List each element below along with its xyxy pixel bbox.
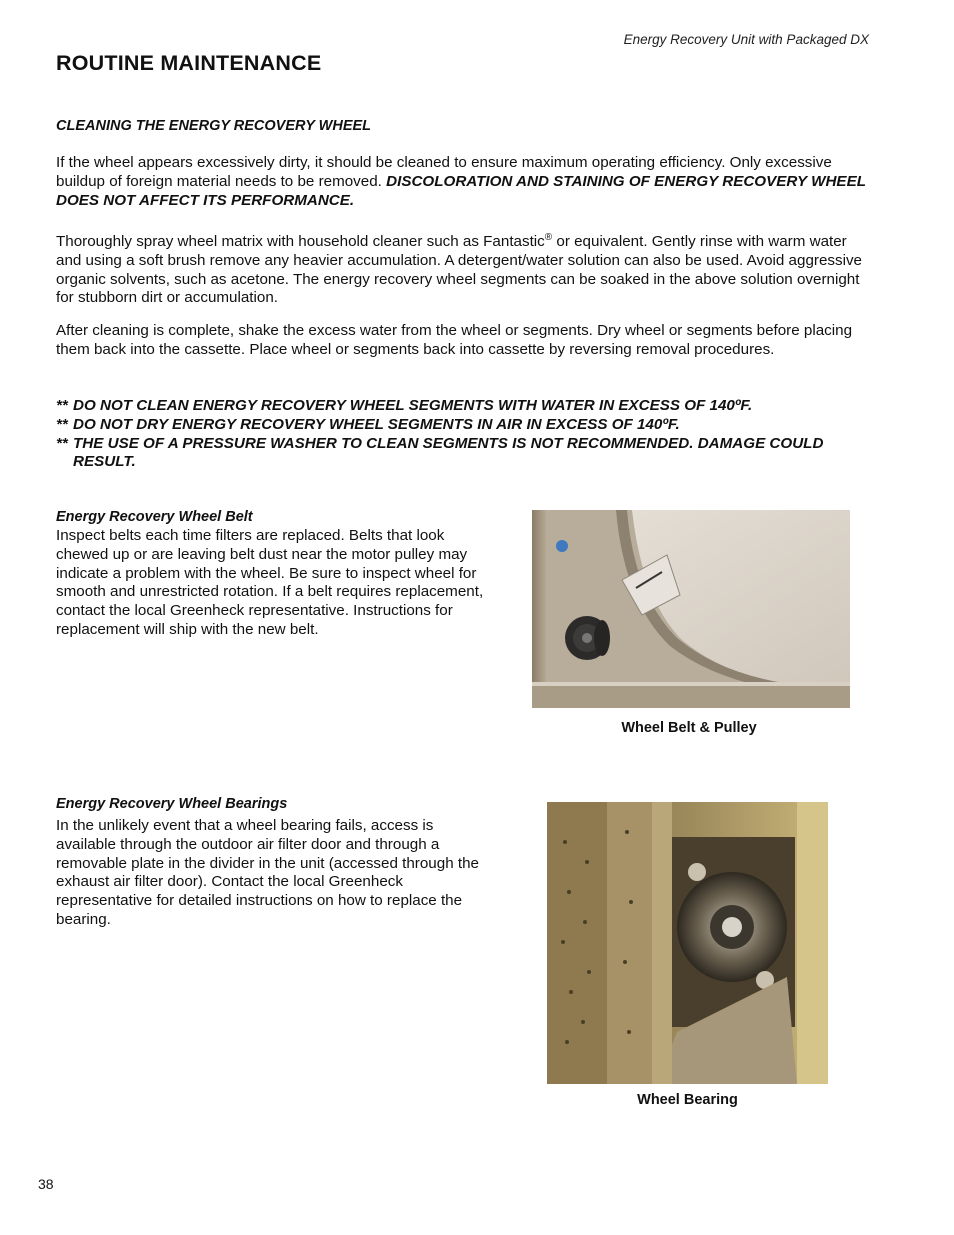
page-title: ROUTINE MAINTENANCE [56, 51, 322, 75]
cleaning-paragraph-2-start: Thoroughly spray wheel matrix with household cleaner such as Fantastic [56, 233, 545, 251]
running-header: Energy Recovery Unit with Packaged DX [623, 32, 869, 47]
warning-mark: ** [56, 434, 68, 452]
warning-list [56, 397, 886, 472]
performance-note: DISCOLORATION AND STAINING OF ENERGY RECOVERY WHEEL DOES NOT AFFECT ITS PERFORMANCE. [56, 172, 866, 209]
warning-item [56, 435, 886, 473]
bearings-heading: Energy Recovery Wheel Bearings [56, 796, 288, 812]
cleaning-paragraph-2 [56, 229, 876, 308]
bearings-paragraph: In the unlikely event that a wheel bearing fails, access is available through the outdoor air filter door and through a removable plate in the divider in the unit (accessed through the exhaust air filter door). Contact the local Greenheck representative for detailed instructions on how to replace the bearing. [56, 817, 479, 928]
bearing-photo-caption: Wheel Bearing [637, 1092, 738, 1108]
belt-paragraph: Inspect belts each time filters are replaced. Belts that look chewed up or are leaving belt dust near the motor pulley may indicate a problem with the wheel. Be sure to inspect wheel for smooth and unrestricted rotation. If a belt requires replacement, contact the local Greenheck representative. Instructions for replacement will ship with the new belt. [56, 527, 484, 638]
belt-photo-caption: Wheel Belt & Pulley [621, 720, 757, 736]
cleaning-paragraph-1 [56, 154, 876, 210]
warning-text: THE USE OF A PRESSURE WASHER TO CLEAN SEGMENTS IS NOT RECOMMENDED. DAMAGE COULD RESULT. [73, 434, 824, 471]
warning-mark: ** [56, 415, 68, 433]
section-title-cleaning: CLEANING THE ENERGY RECOVERY WHEEL [56, 118, 372, 134]
registered-mark: ® [544, 232, 553, 243]
warning-text: DO NOT DRY ENERGY RECOVERY WHEEL SEGMENTS IN AIR IN EXCESS OF 140ºF. [73, 415, 680, 433]
wheel-belt-photo [532, 510, 850, 708]
wheel-bearing-photo [547, 802, 828, 1084]
warning-text: DO NOT CLEAN ENERGY RECOVERY WHEEL SEGMENTS WITH WATER IN EXCESS OF 140ºF. [73, 397, 753, 414]
warning-item [56, 416, 886, 435]
cleaning-paragraph-2-end: or equivalent. Gently rinse with warm water and using a soft brush remove any heavier accumulation. A detergent/water solution can also be used. Avoid aggressive organic solvents, such as acetone. The energy recovery wheel segments can be soaked in the above solution overnight for stubborn dirt or accumulation. [56, 233, 862, 307]
belt-heading: Energy Recovery Wheel Belt [56, 509, 253, 525]
page-number: 38 [38, 1176, 54, 1192]
cleaning-paragraph-3: After cleaning is complete, shake the excess water from the wheel or segments. Dry wheel or segments before placing them back into the cassette. Place wheel or segments back into cassette by reversing removal procedures. [56, 322, 853, 358]
cleaning-paragraph-1-text: If the wheel appears excessively dirty, it should be cleaned to ensure maximum operating efficiency. Only excessive buildup of foreign material needs to be removed. [56, 154, 832, 190]
warning-mark: ** [56, 397, 68, 414]
warning-item [56, 397, 886, 416]
